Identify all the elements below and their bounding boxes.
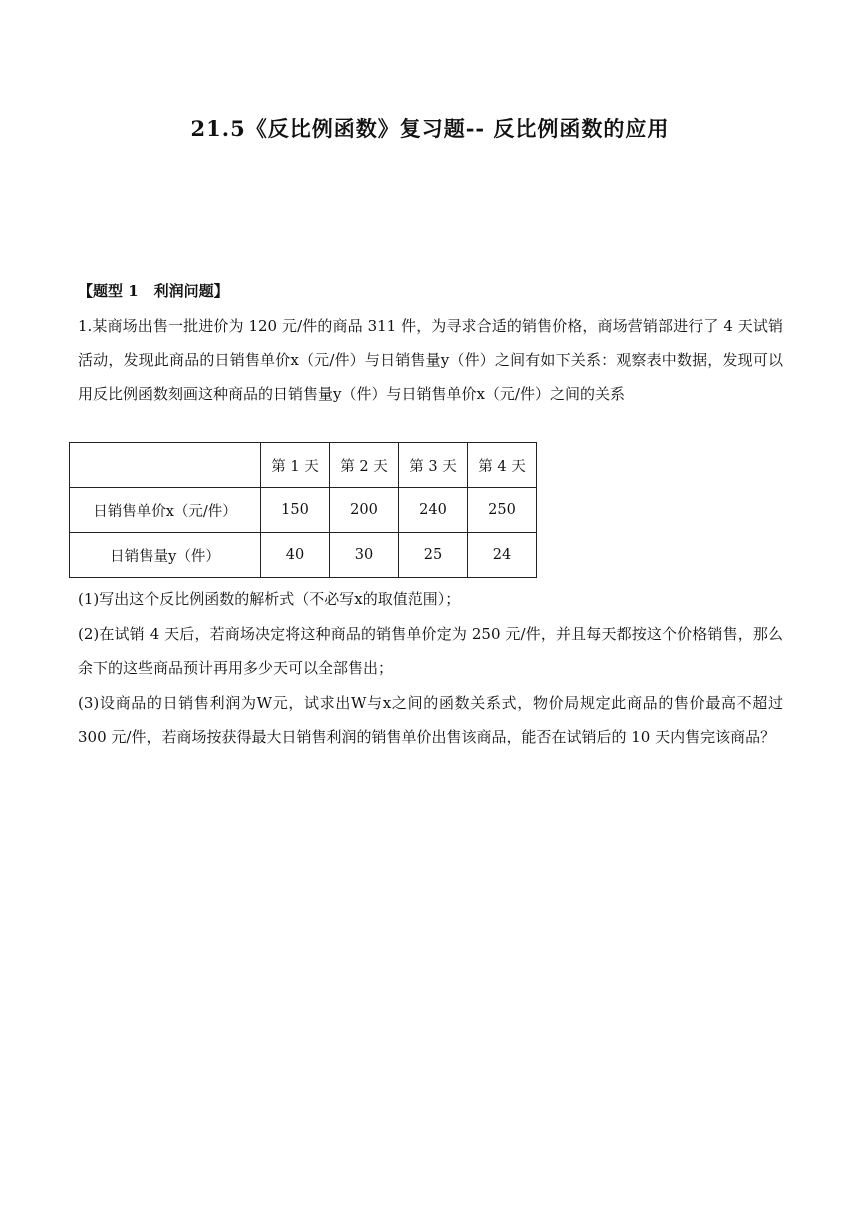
row-label: 日销售单价x（元/件） [70, 488, 261, 533]
section-heading: 【题型 1 利润问题】 [78, 282, 229, 300]
row-label: 日销售量y（件） [70, 533, 261, 578]
table-cell: 250 [468, 488, 537, 533]
question-3: (3)设商品的日销售利润为W元，试求出W与x之间的函数关系式，物价局规定此商品的售价最高不超过 300 元/件，若商场按获得最大日销售利润的销售单价出售该商品，能否在试销后的 10 天内售完该商品？ [78, 694, 783, 746]
table-cell: 240 [399, 488, 468, 533]
table-header-row [70, 443, 537, 488]
problem-intro: 1.某商场出售一批进价为 120 元/件的商品 311 件，为寻求合适的销售价格，商场营销部进行了 4 天试销活动，发现此商品的日销售单价x（元/件）与日销售量y（件）之间有如下关系：观察表中数据，发现可以用反比例函数刻画这种商品的日销售量y（件）与日销售单价x（元/件）之间的关系 [78, 317, 783, 403]
question-2: (2)在试销 4 天后，若商场决定将这种商品的销售单价定为 250 元/件，并且每天都按这个价格销售，那么余下的这些商品预计再用多少天可以全部售出； [78, 625, 783, 677]
document-title: 21.5《反比例函数》复习题-- 反比例函数的应用 [190, 116, 670, 141]
question-1: (1)写出这个反比例函数的解析式（不必写x的取值范围）； [78, 590, 461, 608]
table-cell: 30 [330, 533, 399, 578]
table-row [70, 533, 537, 578]
table-cell: 25 [399, 533, 468, 578]
table-cell: 150 [261, 488, 330, 533]
table-cell: 24 [468, 533, 537, 578]
data-table [69, 442, 537, 578]
table-header-cell: 第 2 天 [330, 443, 399, 488]
table-header-cell: 第 4 天 [468, 443, 537, 488]
table-cell: 200 [330, 488, 399, 533]
table-row [70, 488, 537, 533]
table-header-cell: 第 3 天 [399, 443, 468, 488]
table-cell: 40 [261, 533, 330, 578]
table-header-cell [70, 443, 261, 488]
table-header-cell: 第 1 天 [261, 443, 330, 488]
